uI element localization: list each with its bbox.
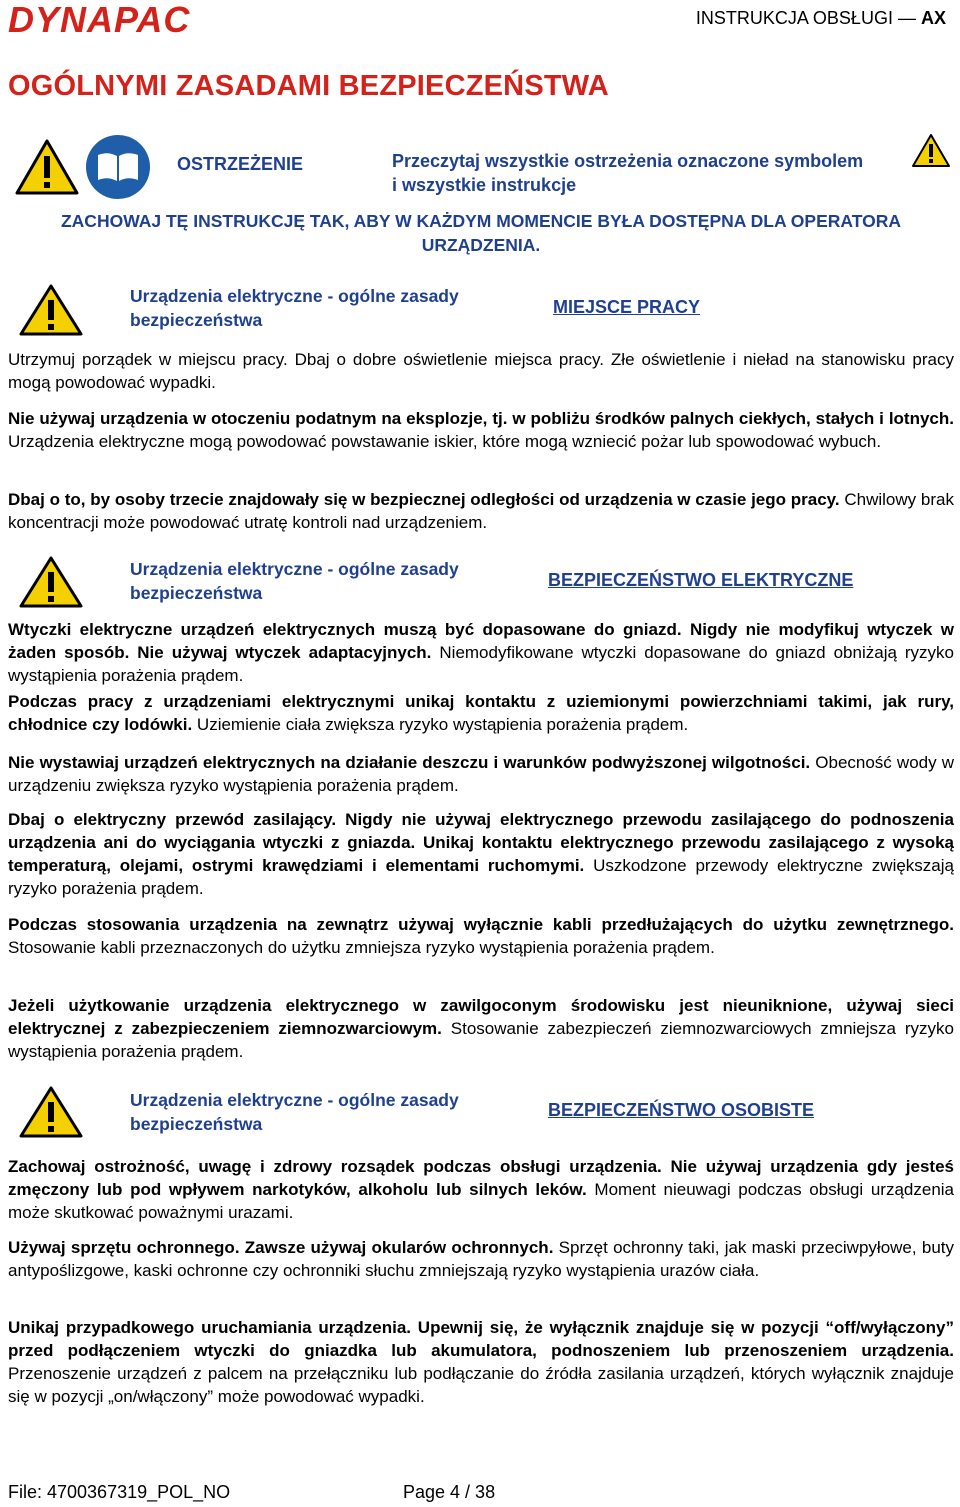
paragraph-text: Niemodyfikowane wtyczki dopasowane do gniazd obniżają ryzyko wystąpienia porażenia prądem. xyxy=(8,643,955,685)
section-title-workplace: MIEJSCE PRACY xyxy=(553,297,701,317)
paragraph: Utrzymuj porządek w miejscu pracy. Dbaj o dobre oświetlenie miejsca pracy. Złe oświetlenie i nieład na stanowisku pracy mogą powodować wypadki. xyxy=(8,350,954,392)
paragraph-text: Przenoszenie urządzeń z palcem na przełączniku lub podłączanie do źródła zasilania urządzeń, których wyłącznik znajduje się w pozycji „on/włączony” może powodować wypadki. xyxy=(8,1364,954,1406)
paragraph-bold: Podczas stosowania urządzenia na zewnątrz używaj wyłącznie kabli przedłużających do użytku zewnętrznego. xyxy=(8,915,954,934)
warning-text xyxy=(392,149,863,197)
section-warning-icon xyxy=(18,555,84,609)
paragraph-text: Obecność wody w urządzeniu zwiększa ryzyko wystąpienia porażenia prądem. xyxy=(8,753,954,795)
section-heading-line1: Urządzenia elektryczne - ogólne zasady xyxy=(130,559,459,579)
paragraph xyxy=(8,488,954,534)
section-warning-icon xyxy=(18,1085,84,1139)
paragraph-text: Stosowanie kabli przeznaczonych do użytku zmniejsza ryzyko wystąpienia porażenia prądem. xyxy=(8,938,715,957)
paragraph-bold: Dbaj o to, by osoby trzecie znajdowały się w bezpiecznej odległości od urządzenia w czasie jego pracy. xyxy=(8,490,840,509)
section-warning-icon xyxy=(18,283,84,337)
section-heading-line2: bezpieczeństwa xyxy=(130,310,263,330)
warning-triangle-icon xyxy=(14,138,80,196)
section-title-personal: BEZPIECZEŃSTWO OSOBISTE xyxy=(548,1100,815,1120)
paragraph-bold: Podczas pracy z urządzeniami elektrycznymi unikaj kontaktu z uziemionymi powierzchniami takimi, jak rury, chłodnice czy lodówki. xyxy=(8,692,954,734)
header-separator: — xyxy=(897,8,916,28)
section-heading-line2: bezpieczeństwa xyxy=(130,1114,263,1134)
paragraph-text: Chwilowy brak koncentracji może powodować utratę kontroli nad urządzeniem. xyxy=(8,490,954,532)
paragraph-text: Uziemienie ciała zwiększa ryzyko wystąpienia porażenia prądem. xyxy=(192,715,689,734)
logo-text: DYNAPAC xyxy=(8,2,191,36)
page-title: OGÓLNYMI ZASADAMI BEZPIECZEŃSTWA xyxy=(8,70,609,102)
section-heading-line1: Urządzenia elektryczne - ogólne zasady xyxy=(130,286,459,306)
section-heading-electrical xyxy=(130,557,459,605)
paragraph xyxy=(8,1155,954,1224)
paragraph-text: Urządzenia elektryczne mogą powodować powstawanie iskier, które mogą wzniecić pożar lub spowodować wybuch. xyxy=(8,432,882,451)
paragraph xyxy=(8,618,954,687)
paragraph xyxy=(8,808,954,900)
keep-notice-line2: URZĄDZENIA. xyxy=(421,235,541,255)
paragraph-bold: Zachowaj ostrożność, uwagę i zdrowy rozsądek podczas obsługi urządzenia. Nie używaj urządzenia gdy jesteś zmęczony lub pod wpływem narkotyków, alkoholu lub silnych leków. xyxy=(8,1157,954,1199)
paragraph-bold: Jeżeli użytkowanie urządzenia elektrycznego w zawilgoconym środowisku jest nieuniknione, używaj sieci elektrycznej z zabezpieczeniem ziemnozwarciowym. xyxy=(8,996,954,1038)
paragraph-bold: Używaj sprzętu ochronnego. Zawsze używaj okularów ochronnych. xyxy=(8,1238,554,1257)
paragraph-text: Uszkodzone przewody elektryczne zwiększają ryzyko porażenia prądem. xyxy=(8,856,954,898)
section-heading-workplace xyxy=(130,284,459,332)
paragraph-bold: Unikaj przypadkowego uruchamiania urządzenia. Upewnij się, że wyłącznik znajduje się w pozycji “off/wyłączony” przed podłączeniem wtyczki do gniazdka lub akumulatora, podnoszeniem lub przenoszeniem urządzenia. xyxy=(8,1318,954,1360)
read-manual-icon xyxy=(84,133,152,201)
warning-symbol-icon xyxy=(911,133,951,168)
warning-text-line2: i wszystkie instrukcje xyxy=(392,175,577,195)
paragraph xyxy=(8,751,954,797)
dynapac-logo xyxy=(6,2,316,36)
warning-text-line1: Przeczytaj wszystkie ostrzeżenia oznaczone symbolem xyxy=(392,151,864,171)
doc-header xyxy=(696,8,946,29)
paragraph-bold: Dbaj o elektryczny przewód zasilający. Nigdy nie używaj elektrycznego przewodu zasilającego do podnoszenia urządzenia ani do wyciągania wtyczki z gniazda. Unikaj kontaktu elektrycznego przewodu zasilającego z wysoką temperaturą, olejami, ostrymi krawędziami i elementami ruchomymi. xyxy=(8,810,954,875)
paragraph xyxy=(8,1316,954,1408)
paragraph xyxy=(8,913,954,959)
paragraph xyxy=(8,1236,954,1282)
keep-notice-line1: ZACHOWAJ TĘ INSTRUKCJĘ TAK, ABY W KAŻDYM MOMENCIE BYŁA DOSTĘPNA DLA OPERATORA xyxy=(60,211,902,231)
paragraph xyxy=(8,407,954,453)
paragraph xyxy=(8,690,954,736)
section-heading-line2: bezpieczeństwa xyxy=(130,583,263,603)
doc-title: INSTRUKCJA OBSŁUGI xyxy=(695,8,893,28)
section-heading-line1: Urządzenia elektryczne - ogólne zasady xyxy=(130,1090,459,1110)
paragraph-bold: Wtyczki elektryczne urządzeń elektrycznych muszą być dopasowane do gniazd. Nigdy nie modyfikuj wtyczek w żaden sposób. Nie używaj wtyczek adaptacyjnych. xyxy=(8,620,954,662)
paragraph-bold: Nie wystawiaj urządzeń elektrycznych na działanie deszczu i warunków podwyższonej wilgotności. xyxy=(8,753,811,772)
paragraph-text: Moment nieuwagi podczas obsługi urządzenia może skutkować poważnymi urazami. xyxy=(8,1180,954,1222)
model-name: AX xyxy=(920,8,946,28)
paragraph-text: Stosowanie zabezpieczeń ziemnozwarciowych zmniejsza ryzyko wystąpienia porażenia prądem. xyxy=(8,1019,954,1061)
section-title-electrical: BEZPIECZEŃSTWO ELEKTRYCZNE xyxy=(548,570,854,590)
footer-page-number: Page 4 / 38 xyxy=(403,1482,496,1502)
section-heading-personal xyxy=(130,1088,459,1136)
keep-notice xyxy=(8,209,954,257)
paragraph-text: Sprzęt ochronny taki, jak maski przeciwpyłowe, buty antypoślizgowe, kaski ochronne czy ochronniki słuchu zmniejszają ryzyko wystąpienia urazów ciała. xyxy=(8,1238,954,1280)
paragraph-bold: Nie używaj urządzenia w otoczeniu podatnym na eksplozje, tj. w pobliżu środków palnych ciekłych, stałych i lotnych. xyxy=(8,409,954,428)
warning-label: OSTRZEŻENIE xyxy=(177,154,304,174)
paragraph xyxy=(8,994,954,1063)
footer-file: File: 4700367319_POL_NO xyxy=(8,1482,231,1502)
